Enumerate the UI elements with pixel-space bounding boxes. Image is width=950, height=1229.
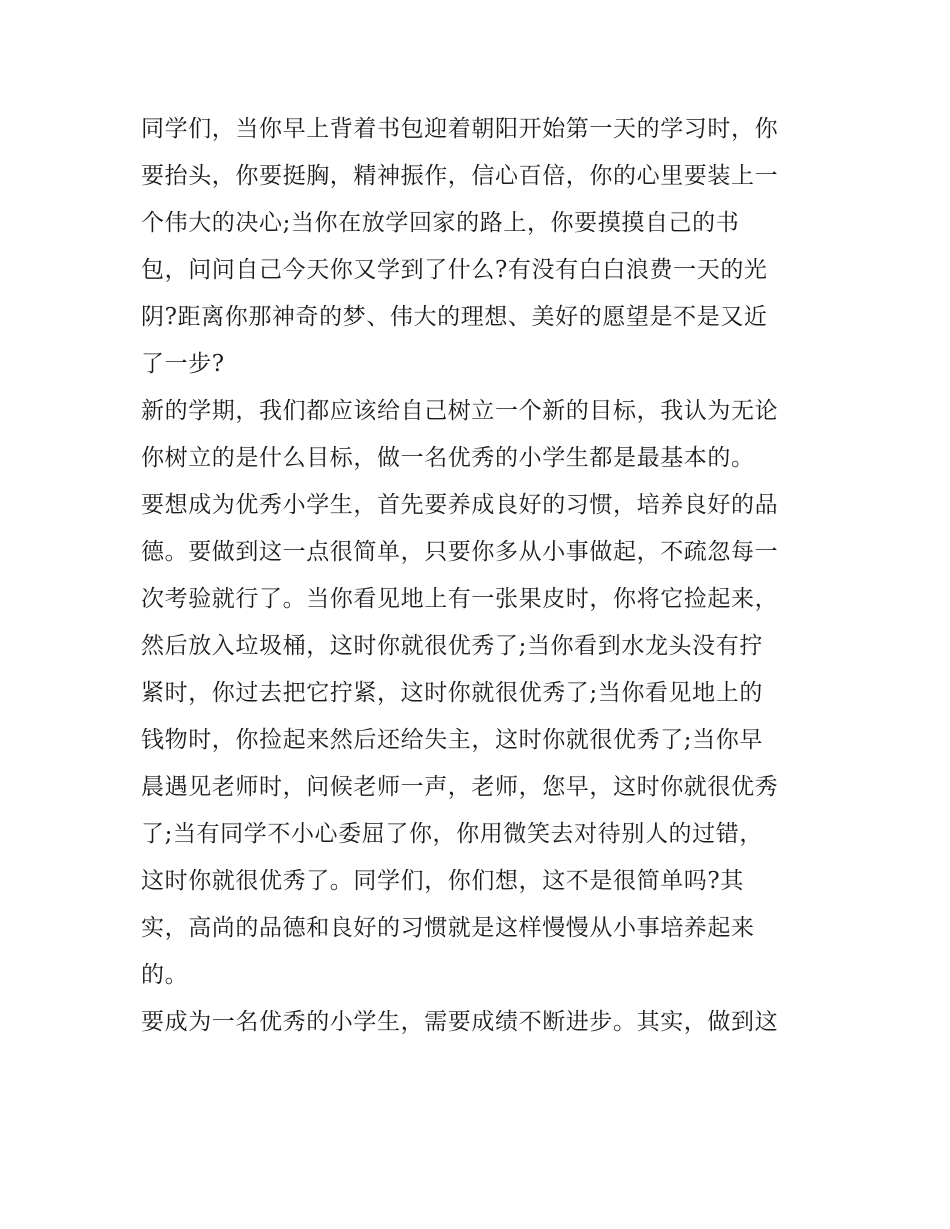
text-line: 晨遇见老师时，问候老师一声，老师，您早，这时你就很优秀 [141, 774, 779, 800]
text-line: 包，问问自己今天你又学到了什么?有没有白白浪费一天的光 [141, 257, 768, 283]
text-line: 个伟大的决心;当你在放学回家的路上，你要摸摸自己的书 [141, 210, 740, 236]
text-line: 然后放入垃圾桶，这时你就很优秀了;当你看到水龙头没有拧 [141, 633, 763, 659]
text-line: 同学们，当你早上背着书包迎着朝阳开始第一天的学习时，你 [141, 116, 779, 142]
body-text [141, 106, 831, 1046]
text-line: 你树立的是什么目标，做一名优秀的小学生都是最基本的。 [141, 445, 755, 471]
text-line: 次考验就行了。当你看见地上有一张果皮时，你将它捡起来， [141, 586, 779, 612]
text-line: 了;当有同学不小心委屈了你，你用微笑去对待别人的过错， [141, 821, 763, 847]
text-line: 实，高尚的品德和良好的习惯就是这样慢慢从小事培养起来 [141, 915, 755, 941]
text-line: 紧时，你过去把它拧紧，这时你就很优秀了;当你看见地上的 [141, 680, 763, 706]
text-line: 新的学期，我们都应该给自己树立一个新的目标，我认为无论 [141, 398, 779, 424]
text-line: 德。要做到这一点很简单，只要你多从小事做起，不疏忽每一 [141, 539, 779, 565]
text-line: 这时你就很优秀了。同学们，你们想，这不是很简单吗?其 [141, 868, 744, 894]
text-line: 阴?距离你那神奇的梦、伟大的理想、美好的愿望是不是又近 [141, 304, 768, 330]
text-line: 要抬头，你要挺胸，精神振作，信心百倍，你的心里要装上一 [141, 163, 779, 189]
text-line: 了一步? [141, 351, 225, 377]
text-line: 的。 [141, 962, 189, 988]
text-line: 钱物时，你捡起来然后还给失主，这时你就很优秀了;当你早 [141, 727, 763, 753]
text-line: 要成为一名优秀的小学生，需要成绩不断进步。其实，做到这 [141, 1009, 779, 1035]
text-line: 要想成为优秀小学生，首先要养成良好的习惯，培养良好的品 [141, 492, 779, 518]
